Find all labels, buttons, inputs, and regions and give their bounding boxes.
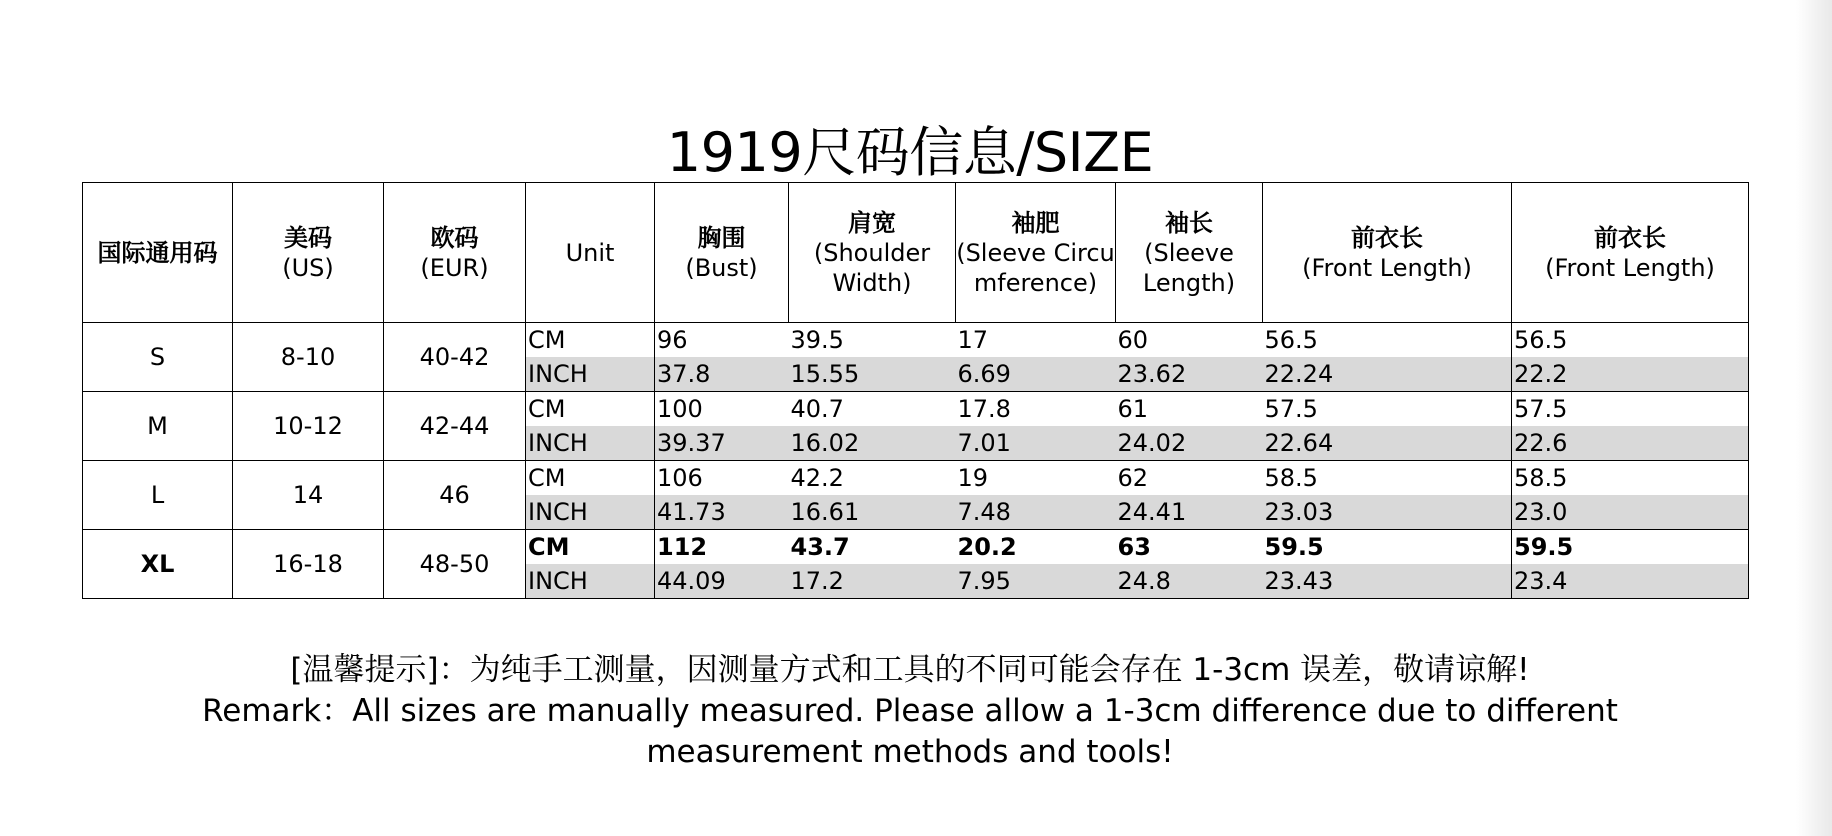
header-row [83,183,1749,323]
cell-shoulder: 42.2 [789,461,956,496]
cell-sleeve-circ: 6.69 [956,357,1116,392]
cell-eur-size: 46 [384,461,526,530]
cell-eur-size: 40-42 [384,323,526,392]
header-intl-size: 国际通用码 [83,183,233,323]
header-front-en: (Front Length) [1302,253,1472,282]
page-title: 1919尺码信息/SIZE [666,121,1154,185]
cell-bust: 44.09 [655,564,789,599]
cell-sleeve-circ: 20.2 [956,530,1116,565]
header-sleeve-len-zh: 袖长 [1165,208,1213,237]
table-row-m-cm [83,392,1749,427]
header-bust [655,183,789,323]
header-sleeve-len-en: (Sleeve Length) [1142,238,1236,297]
cell-intl-size: XL [83,530,233,599]
header-front2-zh: 前衣长 [1594,223,1666,252]
cell-front: 22.24 [1263,357,1512,392]
cell-front2: 58.5 [1512,461,1749,496]
cell-eur-size: 48-50 [384,530,526,599]
cell-bust: 106 [655,461,789,496]
cell-sleeve-len: 63 [1116,530,1263,565]
cell-front: 22.64 [1263,426,1512,461]
cell-bust: 112 [655,530,789,565]
cell-front2: 23.4 [1512,564,1749,599]
header-sleeve-length [1116,183,1263,323]
cell-front: 59.5 [1263,530,1512,565]
cell-shoulder: 16.02 [789,426,956,461]
cell-sleeve-len: 23.62 [1116,357,1263,392]
cell-shoulder: 17.2 [789,564,956,599]
header-front-length-2 [1512,183,1749,323]
cell-bust: 39.37 [655,426,789,461]
cell-front2: 57.5 [1512,392,1749,427]
cell-sleeve-circ: 19 [956,461,1116,496]
header-front-zh: 前衣长 [1351,223,1423,252]
cell-shoulder: 43.7 [789,530,956,565]
header-unit: Unit [526,183,655,323]
cell-intl-size: S [83,323,233,392]
header-sleeve-circ-en: (Sleeve Circumference) [956,238,1115,297]
cell-bust: 37.8 [655,357,789,392]
header-bust-zh: 胸围 [697,223,746,252]
cell-sleeve-circ: 7.48 [956,495,1116,530]
cell-front2: 56.5 [1512,323,1749,358]
header-shoulder [789,183,956,323]
header-sleeve-circ-zh: 袖肥 [1011,208,1060,237]
cell-unit: INCH [526,426,655,461]
cell-sleeve-len: 61 [1116,392,1263,427]
header-eur-en: (EUR) [420,253,489,282]
cell-us-size: 16-18 [233,530,384,599]
cell-front: 56.5 [1263,323,1512,358]
cell-shoulder: 40.7 [789,392,956,427]
cell-unit: INCH [526,495,655,530]
cell-us-size: 8-10 [233,323,384,392]
header-us-size [233,183,384,323]
cell-unit: INCH [526,564,655,599]
cell-eur-size: 42-44 [384,392,526,461]
cell-sleeve-len: 60 [1116,323,1263,358]
header-shoulder-en: (Shoulder Width) [813,238,931,297]
cell-sleeve-len: 24.02 [1116,426,1263,461]
cell-sleeve-circ: 7.95 [956,564,1116,599]
header-us-zh: 美码 [284,223,332,252]
cell-bust: 100 [655,392,789,427]
cell-unit: CM [526,392,655,427]
cell-intl-size: L [83,461,233,530]
header-sleeve-circumference [956,183,1116,323]
cell-front2: 23.0 [1512,495,1749,530]
cell-shoulder: 39.5 [789,323,956,358]
header-us-en: (US) [282,253,334,282]
note-english-line-1: Remark：All sizes are manually measured. Please allow a 1-3cm difference due to different [202,693,1618,729]
header-eur-size [384,183,526,323]
header-front-length [1263,183,1512,323]
cell-front2: 22.6 [1512,426,1749,461]
cell-front: 58.5 [1263,461,1512,496]
cell-shoulder: 16.61 [789,495,956,530]
cell-sleeve-circ: 7.01 [956,426,1116,461]
cell-unit: CM [526,323,655,358]
header-shoulder-zh: 肩宽 [848,208,896,237]
header-front2-en: (Front Length) [1545,253,1715,282]
table-row-xl-cm [83,530,1749,565]
size-chart-table [82,182,1749,599]
cell-us-size: 10-12 [233,392,384,461]
cell-front2: 22.2 [1512,357,1749,392]
header-eur-zh: 欧码 [430,223,479,252]
header-bust-en: (Bust) [685,253,758,282]
cell-front: 57.5 [1263,392,1512,427]
table-row-s-cm [83,323,1749,358]
note-chinese: [温馨提示]：为纯手工测量，因测量方式和工具的不同可能会存在 1-3cm 误差，敬请谅解! [290,652,1530,688]
cell-intl-size: M [83,392,233,461]
note-english-line-2: measurement methods and tools! [646,734,1174,770]
cell-sleeve-len: 24.41 [1116,495,1263,530]
cell-unit: CM [526,461,655,496]
cell-sleeve-len: 24.8 [1116,564,1263,599]
cell-bust: 96 [655,323,789,358]
cell-bust: 41.73 [655,495,789,530]
cell-front: 23.43 [1263,564,1512,599]
cell-sleeve-circ: 17.8 [956,392,1116,427]
cell-shoulder: 15.55 [789,357,956,392]
table-row-l-cm [83,461,1749,496]
cell-unit: CM [526,530,655,565]
cell-front2: 59.5 [1512,530,1749,565]
cell-front: 23.03 [1263,495,1512,530]
cell-sleeve-len: 62 [1116,461,1263,496]
cell-unit: INCH [526,357,655,392]
cell-us-size: 14 [233,461,384,530]
cell-sleeve-circ: 17 [956,323,1116,358]
